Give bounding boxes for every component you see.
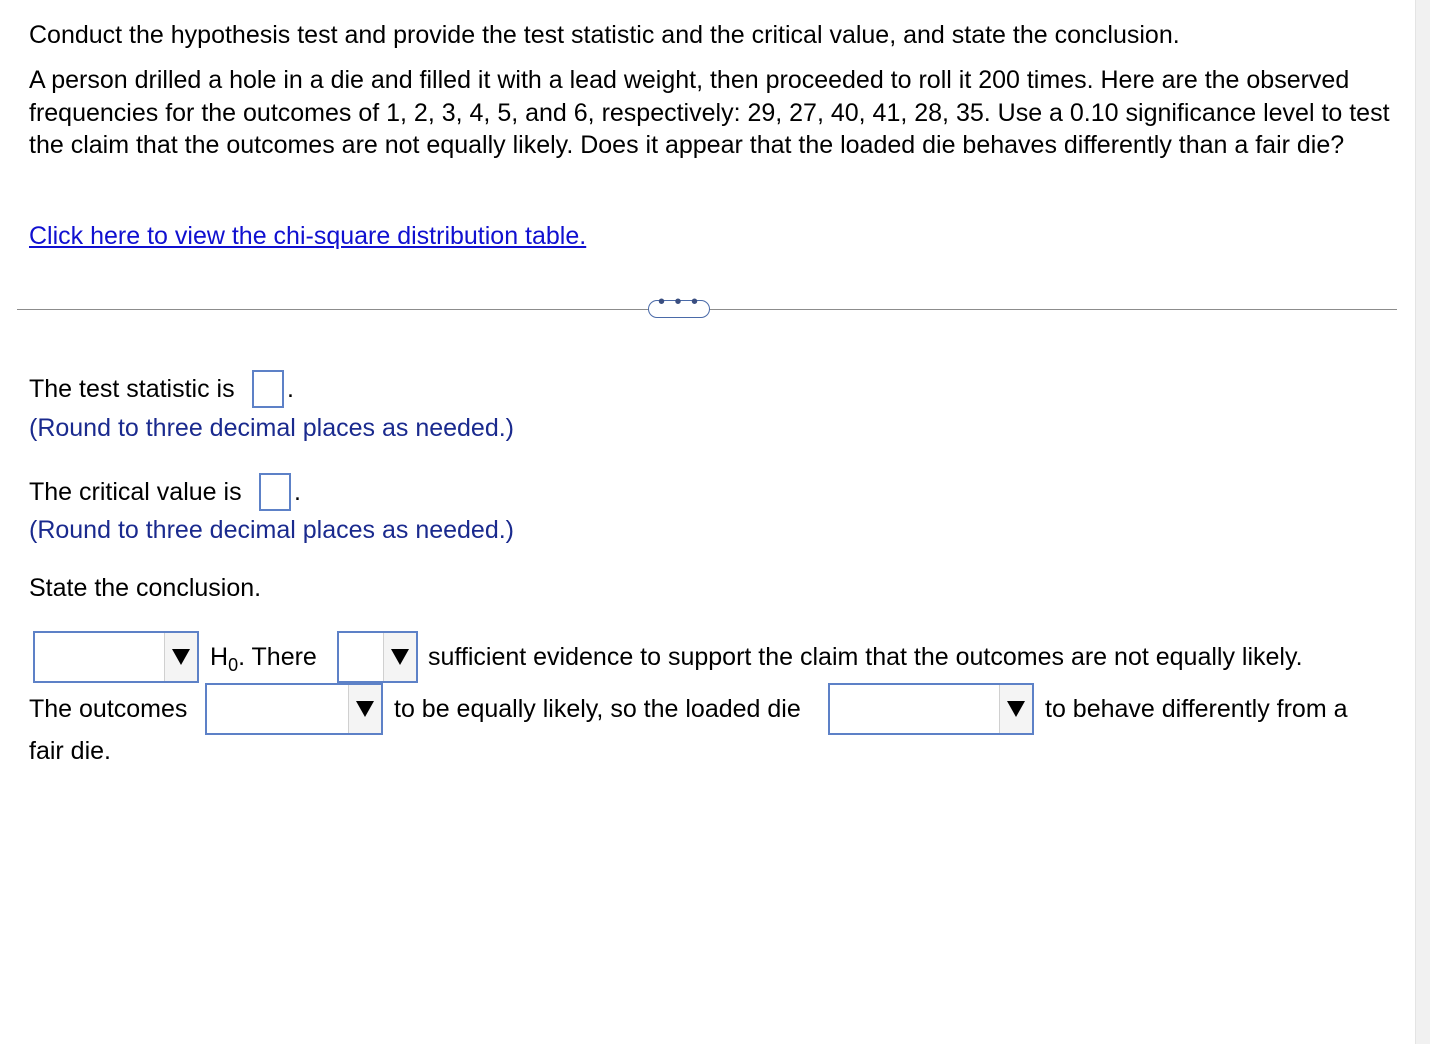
question-prompt: Conduct the hypothesis test and provide the test statistic and the critical value, and state the conclusion. [29,21,1180,49]
chi-square-table-link[interactable]: Click here to view the chi-square distribution table. [29,222,587,250]
critical-value-period: . [294,478,301,506]
critical-value-hint: (Round to three decimal places as needed.) [29,516,515,544]
fair-die-text: fair die. [29,737,111,765]
test-statistic-hint: (Round to three decimal places as needed.) [29,414,515,442]
vertical-scrollbar[interactable] [1415,0,1430,1044]
test-statistic-label: The test statistic is [29,375,235,403]
conclusion-heading: State the conclusion. [29,574,262,602]
chevron-down-icon [164,633,197,681]
test-statistic-input[interactable] [252,370,284,408]
critical-value-input[interactable] [259,473,291,511]
problem-text: A person drilled a hole in a die and filled it with a lead weight, then proceeded to roll it 200 times. Here are the observed frequencies for the outcomes of 1, 2, 3, 4, 5, and 6, respectively: 29, 27, 40, 41, 28, 35. Use a 0.10 significance level to test the claim that the outcomes are not equally likely. Does it appear that the loaded die behaves differently than a fair die? [29,66,1390,159]
h0-label [210,641,317,674]
more-icon: • • • [657,291,701,313]
evidence-text: sufficient evidence to support the claim that the outcomes are not equally likely. [428,643,1303,671]
h0-subscript: 0 [228,655,239,675]
chevron-down-icon [383,633,416,681]
h0-letter: H [210,643,229,671]
behave-dropdown[interactable] [828,683,1034,735]
expand-more-button[interactable] [648,291,710,318]
test-statistic-period: . [287,375,294,403]
evidence-dropdown[interactable] [337,631,418,683]
outcomes-label: The outcomes [29,695,188,723]
behave-text: to behave differently from a [1045,695,1348,723]
chevron-down-icon [348,685,381,733]
critical-value-label: The critical value is [29,478,242,506]
decision-dropdown[interactable] [33,631,199,683]
likely-text: to be equally likely, so the loaded die [394,695,801,723]
chevron-down-icon [999,685,1032,733]
there-text: . There [238,643,317,671]
likely-dropdown[interactable] [205,683,383,735]
